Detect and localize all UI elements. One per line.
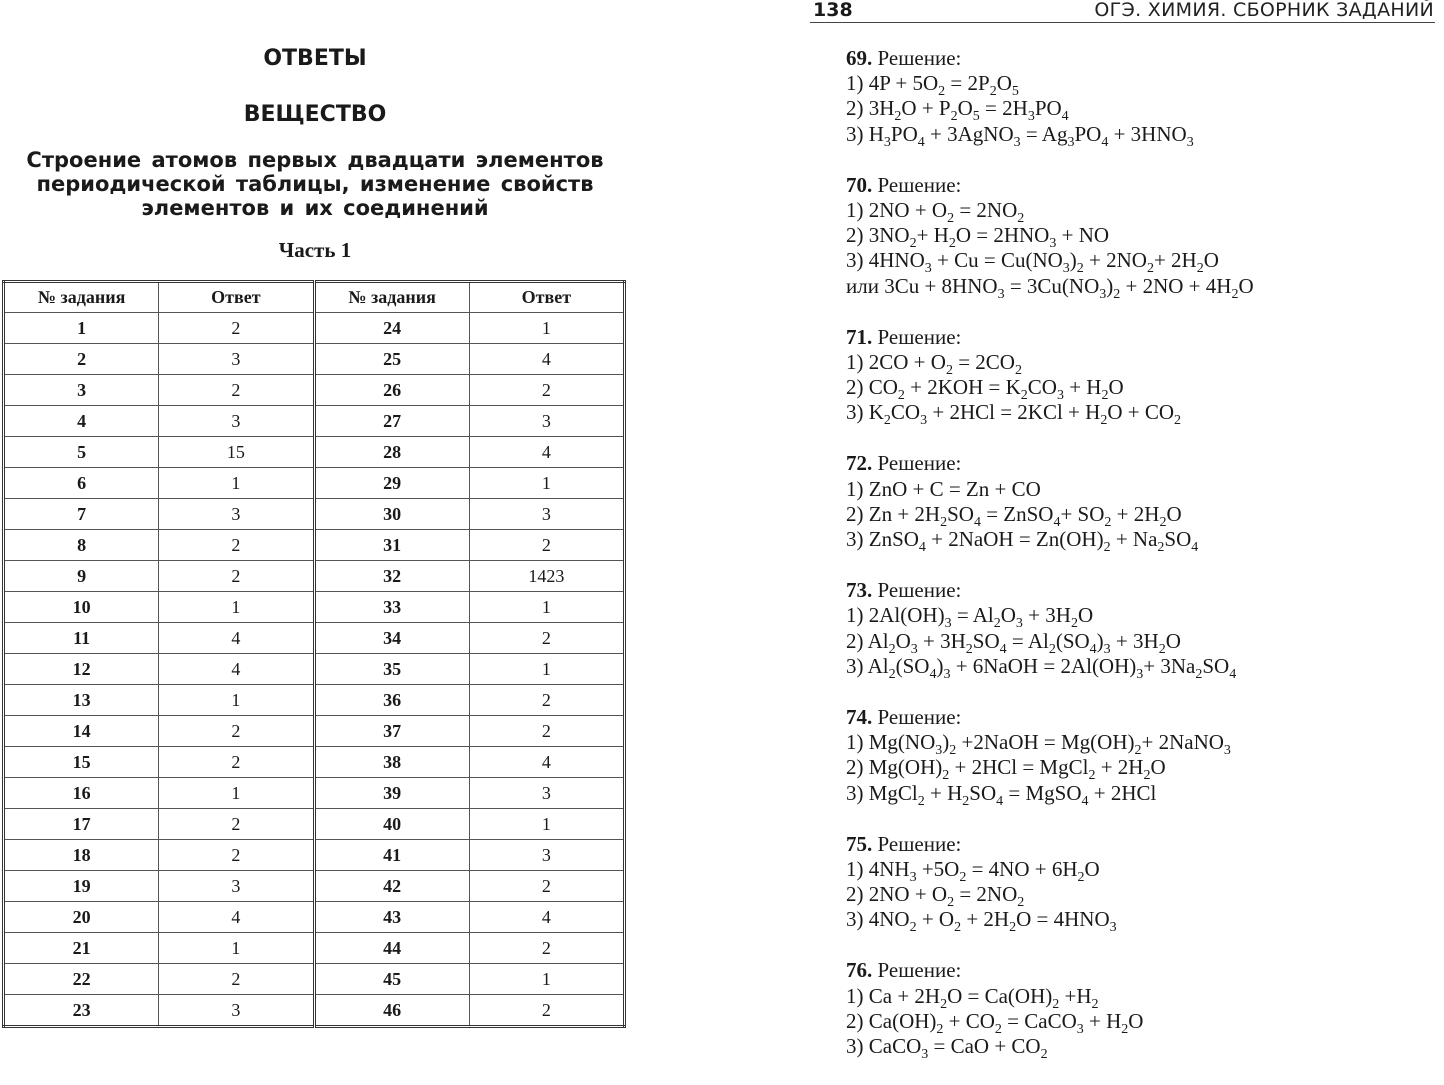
task-number-cell: 14 [4, 716, 159, 747]
table-row [4, 468, 625, 499]
task-number-cell: 17 [4, 809, 159, 840]
equation-line: 2) $3H_2O + P_2O_5 = 2H_3PO_4$ [846, 96, 1069, 125]
solution-label: Решение: [877, 324, 962, 349]
solution-label: Решение: [877, 172, 962, 197]
answer-cell: 4 [469, 902, 624, 933]
answer-cell: 3 [159, 995, 314, 1027]
solution-label: Решение: [877, 958, 962, 983]
answer-cell: 15 [159, 437, 314, 468]
task-number-cell: 21 [4, 933, 159, 964]
table-row [4, 592, 625, 623]
answer-cell: 1 [469, 468, 624, 499]
table-row [4, 437, 625, 468]
equation-line: 3) CaCO$_3$ = CaO + $CO_2$ [846, 1034, 1048, 1062]
table-row [4, 654, 625, 685]
header-rule [810, 22, 1435, 23]
equation-line: 3) ZnSO$_4$ + 2NaOH = $Zn(OH)_2 + Na_2SO_4$ [846, 527, 1199, 555]
task-number-cell: 11 [4, 623, 159, 654]
task-number-cell: 24 [314, 313, 469, 344]
equation-line: 1) ZnO + C = Zn + CO [846, 476, 1041, 501]
task-number-cell: 10 [4, 592, 159, 623]
table-row [4, 747, 625, 778]
table-row [4, 685, 625, 716]
task-number-cell: 20 [4, 902, 159, 933]
task-number-cell: 7 [4, 499, 159, 530]
solution-label: Решение: [877, 831, 962, 856]
equation-line: 2) $Zn + 2H_2SO_4$ = ZnSO$_4$+ $SO_2 + 2H_2O$ [846, 501, 1182, 530]
task-number-cell: 39 [314, 778, 469, 809]
task-number-cell: 8 [4, 530, 159, 561]
answer-cell: 1 [159, 468, 314, 499]
task-number-cell: 18 [4, 840, 159, 871]
task-number-cell: 36 [314, 685, 469, 716]
answer-cell: 1 [469, 592, 624, 623]
solution-number: 75. [846, 831, 873, 856]
answer-cell: 4 [469, 437, 624, 468]
section-heading: ВЕЩЕСТВО [243, 102, 387, 127]
task-number-cell: 9 [4, 561, 159, 592]
answer-cell: 2 [469, 375, 624, 406]
answers-heading: ОТВЕТЫ [263, 46, 367, 71]
column-header-task: № задания [4, 282, 159, 313]
equation-line: 3) $H_3PO_4$ + 3AgNO$_3$ = $Ag_3PO_4 + 3HNO_3$ [846, 121, 1194, 150]
part-heading: Часть 1 [278, 238, 352, 262]
answer-cell: 1 [469, 809, 624, 840]
answer-cell: 2 [159, 809, 314, 840]
task-number-cell: 46 [314, 995, 469, 1027]
answer-cell: 3 [469, 778, 624, 809]
table-row [4, 871, 625, 902]
answer-cell: 3 [159, 871, 314, 902]
column-header-answer: Ответ [469, 282, 624, 313]
topic-title-line: периодической таблицы, изменение свойств [36, 172, 594, 196]
answer-cell: 2 [159, 313, 314, 344]
task-number-cell: 26 [314, 375, 469, 406]
task-number-cell: 16 [4, 778, 159, 809]
equation-line: 2) $Al_2O_3 + 3H_2SO_4 = Al_2(SO_4)_3 + 3H_2O$ [846, 628, 1181, 657]
solution-heading [846, 705, 1436, 730]
equation-line: 1) $4NH_3 +5O_2 = 4NO + 6H_2O$ [846, 856, 1100, 885]
task-number-cell: 32 [314, 561, 469, 592]
solution-heading [846, 173, 1436, 198]
task-number-cell: 40 [314, 809, 469, 840]
table-row [4, 964, 625, 995]
equation-line: 2) $3NO_2+ H_2O = 2HNO_3$ + NO [846, 223, 1110, 252]
solution-number: 71. [846, 324, 873, 349]
column-header-task: № задания [314, 282, 469, 313]
task-number-cell: 41 [314, 840, 469, 871]
task-number-cell: 44 [314, 933, 469, 964]
task-number-cell: 4 [4, 406, 159, 437]
equation-line: 2) $Ca(OH)_2 + CO_2$ = CaCO$_3$ + $H_2O$ [846, 1008, 1144, 1037]
solution-number: 69. [846, 46, 873, 70]
table-row [4, 778, 625, 809]
solution-block [846, 704, 1436, 809]
solution-number: 70. [846, 172, 873, 197]
task-number-cell: 45 [314, 964, 469, 995]
running-title: ОГЭ. ХИМИЯ. СБОРНИК ЗАДАНИЙ [1094, 0, 1434, 21]
answer-cell: 1423 [469, 561, 624, 592]
answer-cell: 2 [159, 840, 314, 871]
table-row [4, 406, 625, 437]
answer-cell: 1 [469, 964, 624, 995]
equation-line: 3) $4NO_2 + O_2 + 2H_2O = 4HNO_3$ [846, 907, 1117, 936]
table-row [4, 313, 625, 344]
equation-line: 2) $Mg(OH)_2 + 2HCl$ = MgCl$_2$ + $2H_2O$ [846, 755, 1166, 784]
table-row [4, 933, 625, 964]
solution-heading [846, 325, 1436, 350]
solution-heading [846, 958, 1436, 983]
task-number-cell: 5 [4, 437, 159, 468]
solution-block [846, 46, 1436, 150]
task-number-cell: 13 [4, 685, 159, 716]
answer-cell: 2 [159, 561, 314, 592]
table-row [4, 809, 625, 840]
equation-line: 3) MgCl$_2$ + $H_2SO_4$ = MgSO$_4$ + 2HCl [846, 780, 1157, 809]
solution-number: 72. [846, 451, 873, 476]
answer-cell: 4 [159, 654, 314, 685]
task-number-cell: 3 [4, 375, 159, 406]
answer-cell: 3 [159, 499, 314, 530]
equation-line: 1) $2NO + O_2 = 2NO_2$ [846, 197, 1025, 226]
task-number-cell: 6 [4, 468, 159, 499]
task-number-cell: 15 [4, 747, 159, 778]
answer-cell: 4 [159, 902, 314, 933]
left-page [0, 0, 630, 1064]
task-number-cell: 23 [4, 995, 159, 1027]
task-number-cell: 38 [314, 747, 469, 778]
answer-cell: 1 [469, 654, 624, 685]
table-row [4, 623, 625, 654]
solution-number: 76. [846, 958, 873, 983]
solution-label: Решение: [877, 451, 962, 476]
answer-cell: 2 [159, 747, 314, 778]
task-number-cell: 22 [4, 964, 159, 995]
table-row [4, 499, 625, 530]
task-number-cell: 42 [314, 871, 469, 902]
task-number-cell: 12 [4, 654, 159, 685]
answer-cell: 2 [159, 530, 314, 561]
solution-block [846, 324, 1436, 429]
topic-title-line: Строение атомов первых двадцати элементов [26, 148, 604, 172]
table-row [4, 716, 625, 747]
answer-cell: 2 [159, 964, 314, 995]
equation-line: 1) $2CO + O_2 = 2CO_2$ [846, 349, 1022, 378]
task-number-cell: 31 [314, 530, 469, 561]
task-number-cell: 25 [314, 344, 469, 375]
table-row [4, 375, 625, 406]
solution-label: Решение: [877, 46, 962, 70]
answer-cell: 2 [469, 995, 624, 1027]
task-number-cell: 27 [314, 406, 469, 437]
task-number-cell: 34 [314, 623, 469, 654]
answer-cell: 3 [469, 840, 624, 871]
topic-title-line: элементов и их соединений [141, 196, 489, 220]
equation-line: 2) $CO_2 + 2KOH = K_2CO_3 + H_2O$ [846, 375, 1124, 404]
answer-cell: 4 [469, 344, 624, 375]
answer-cell: 2 [469, 530, 624, 561]
solution-block [846, 451, 1436, 555]
equation-line: 1) $Ca + 2H_2O = Ca(OH)_2 +H_2$ [846, 983, 1099, 1012]
equation-line: 1) $4P + 5O_2 = 2P_2O_5$ [846, 71, 1019, 100]
answer-cell: 2 [469, 685, 624, 716]
answer-cell: 2 [469, 716, 624, 747]
task-number-cell: 28 [314, 437, 469, 468]
task-number-cell: 37 [314, 716, 469, 747]
answer-cell: 1 [159, 685, 314, 716]
equation-line: 3) $4HNO_3 + Cu = Cu(NO_3)_2 + 2NO_2+ 2H_2O$ [846, 248, 1219, 277]
task-number-cell: 29 [314, 468, 469, 499]
solution-block [846, 578, 1436, 682]
answers-table [2, 280, 626, 1028]
task-number-cell: 43 [314, 902, 469, 933]
table-row [4, 530, 625, 561]
answer-cell: 2 [469, 871, 624, 902]
solution-heading [846, 578, 1436, 603]
answer-cell: 1 [159, 933, 314, 964]
answer-cell: 3 [159, 406, 314, 437]
solution-label: Решение: [877, 704, 962, 729]
solution-block [846, 831, 1436, 936]
answer-cell: 1 [159, 778, 314, 809]
answer-cell: 1 [159, 592, 314, 623]
answer-cell: 2 [159, 716, 314, 747]
solution-heading [846, 451, 1436, 476]
answer-cell: 3 [159, 344, 314, 375]
table-row [4, 995, 625, 1027]
task-number-cell: 19 [4, 871, 159, 902]
table-row [4, 902, 625, 933]
table-row [4, 561, 625, 592]
solution-heading [846, 832, 1436, 857]
task-number-cell: 30 [314, 499, 469, 530]
equation-line: 2) $2NO + O_2 = 2NO_2$ [846, 882, 1025, 911]
solution-heading [846, 46, 1436, 71]
task-number-cell: 33 [314, 592, 469, 623]
answer-cell: 2 [469, 623, 624, 654]
solutions-list [846, 46, 1436, 1085]
answer-cell: 2 [469, 933, 624, 964]
column-header-answer: Ответ [159, 282, 314, 313]
answer-cell: 4 [159, 623, 314, 654]
solution-number: 74. [846, 704, 873, 729]
answer-cell: 3 [469, 499, 624, 530]
solution-number: 73. [846, 578, 873, 603]
equation-line: 1) $Mg(NO_3)_2$ +2NaOH = $Mg(OH)_2+$ 2NaNO$_3$ [846, 730, 1231, 759]
table-row [4, 344, 625, 375]
task-number-cell: 1 [4, 313, 159, 344]
answers-table-header [4, 282, 625, 313]
equation-line: или $3Cu + 8HNO_3 = 3Cu(NO_3)_2 + 2NO + 4H_2O$ [846, 273, 1254, 302]
equation-line: 3) $Al_2(SO_4)_3$ + 6NaOH = $2Al(OH)_3+ 3Na_2SO_4$ [846, 653, 1237, 682]
right-page [810, 0, 1444, 1064]
equation-line: 1) $2Al(OH)_3 = Al_2O_3 + 3H_2O$ [846, 603, 1094, 632]
solution-block [846, 172, 1436, 302]
page-number: 138 [813, 0, 853, 21]
task-number-cell: 2 [4, 344, 159, 375]
task-number-cell: 35 [314, 654, 469, 685]
answer-cell: 3 [469, 406, 624, 437]
answer-cell: 2 [159, 375, 314, 406]
solution-block [846, 958, 1436, 1062]
solution-label: Решение: [877, 578, 962, 603]
answer-cell: 4 [469, 747, 624, 778]
equation-line: 3) $K_2CO_3 + 2HCl = 2KCl + H_2O + CO_2$ [846, 400, 1182, 429]
answer-cell: 1 [469, 313, 624, 344]
table-row [4, 840, 625, 871]
